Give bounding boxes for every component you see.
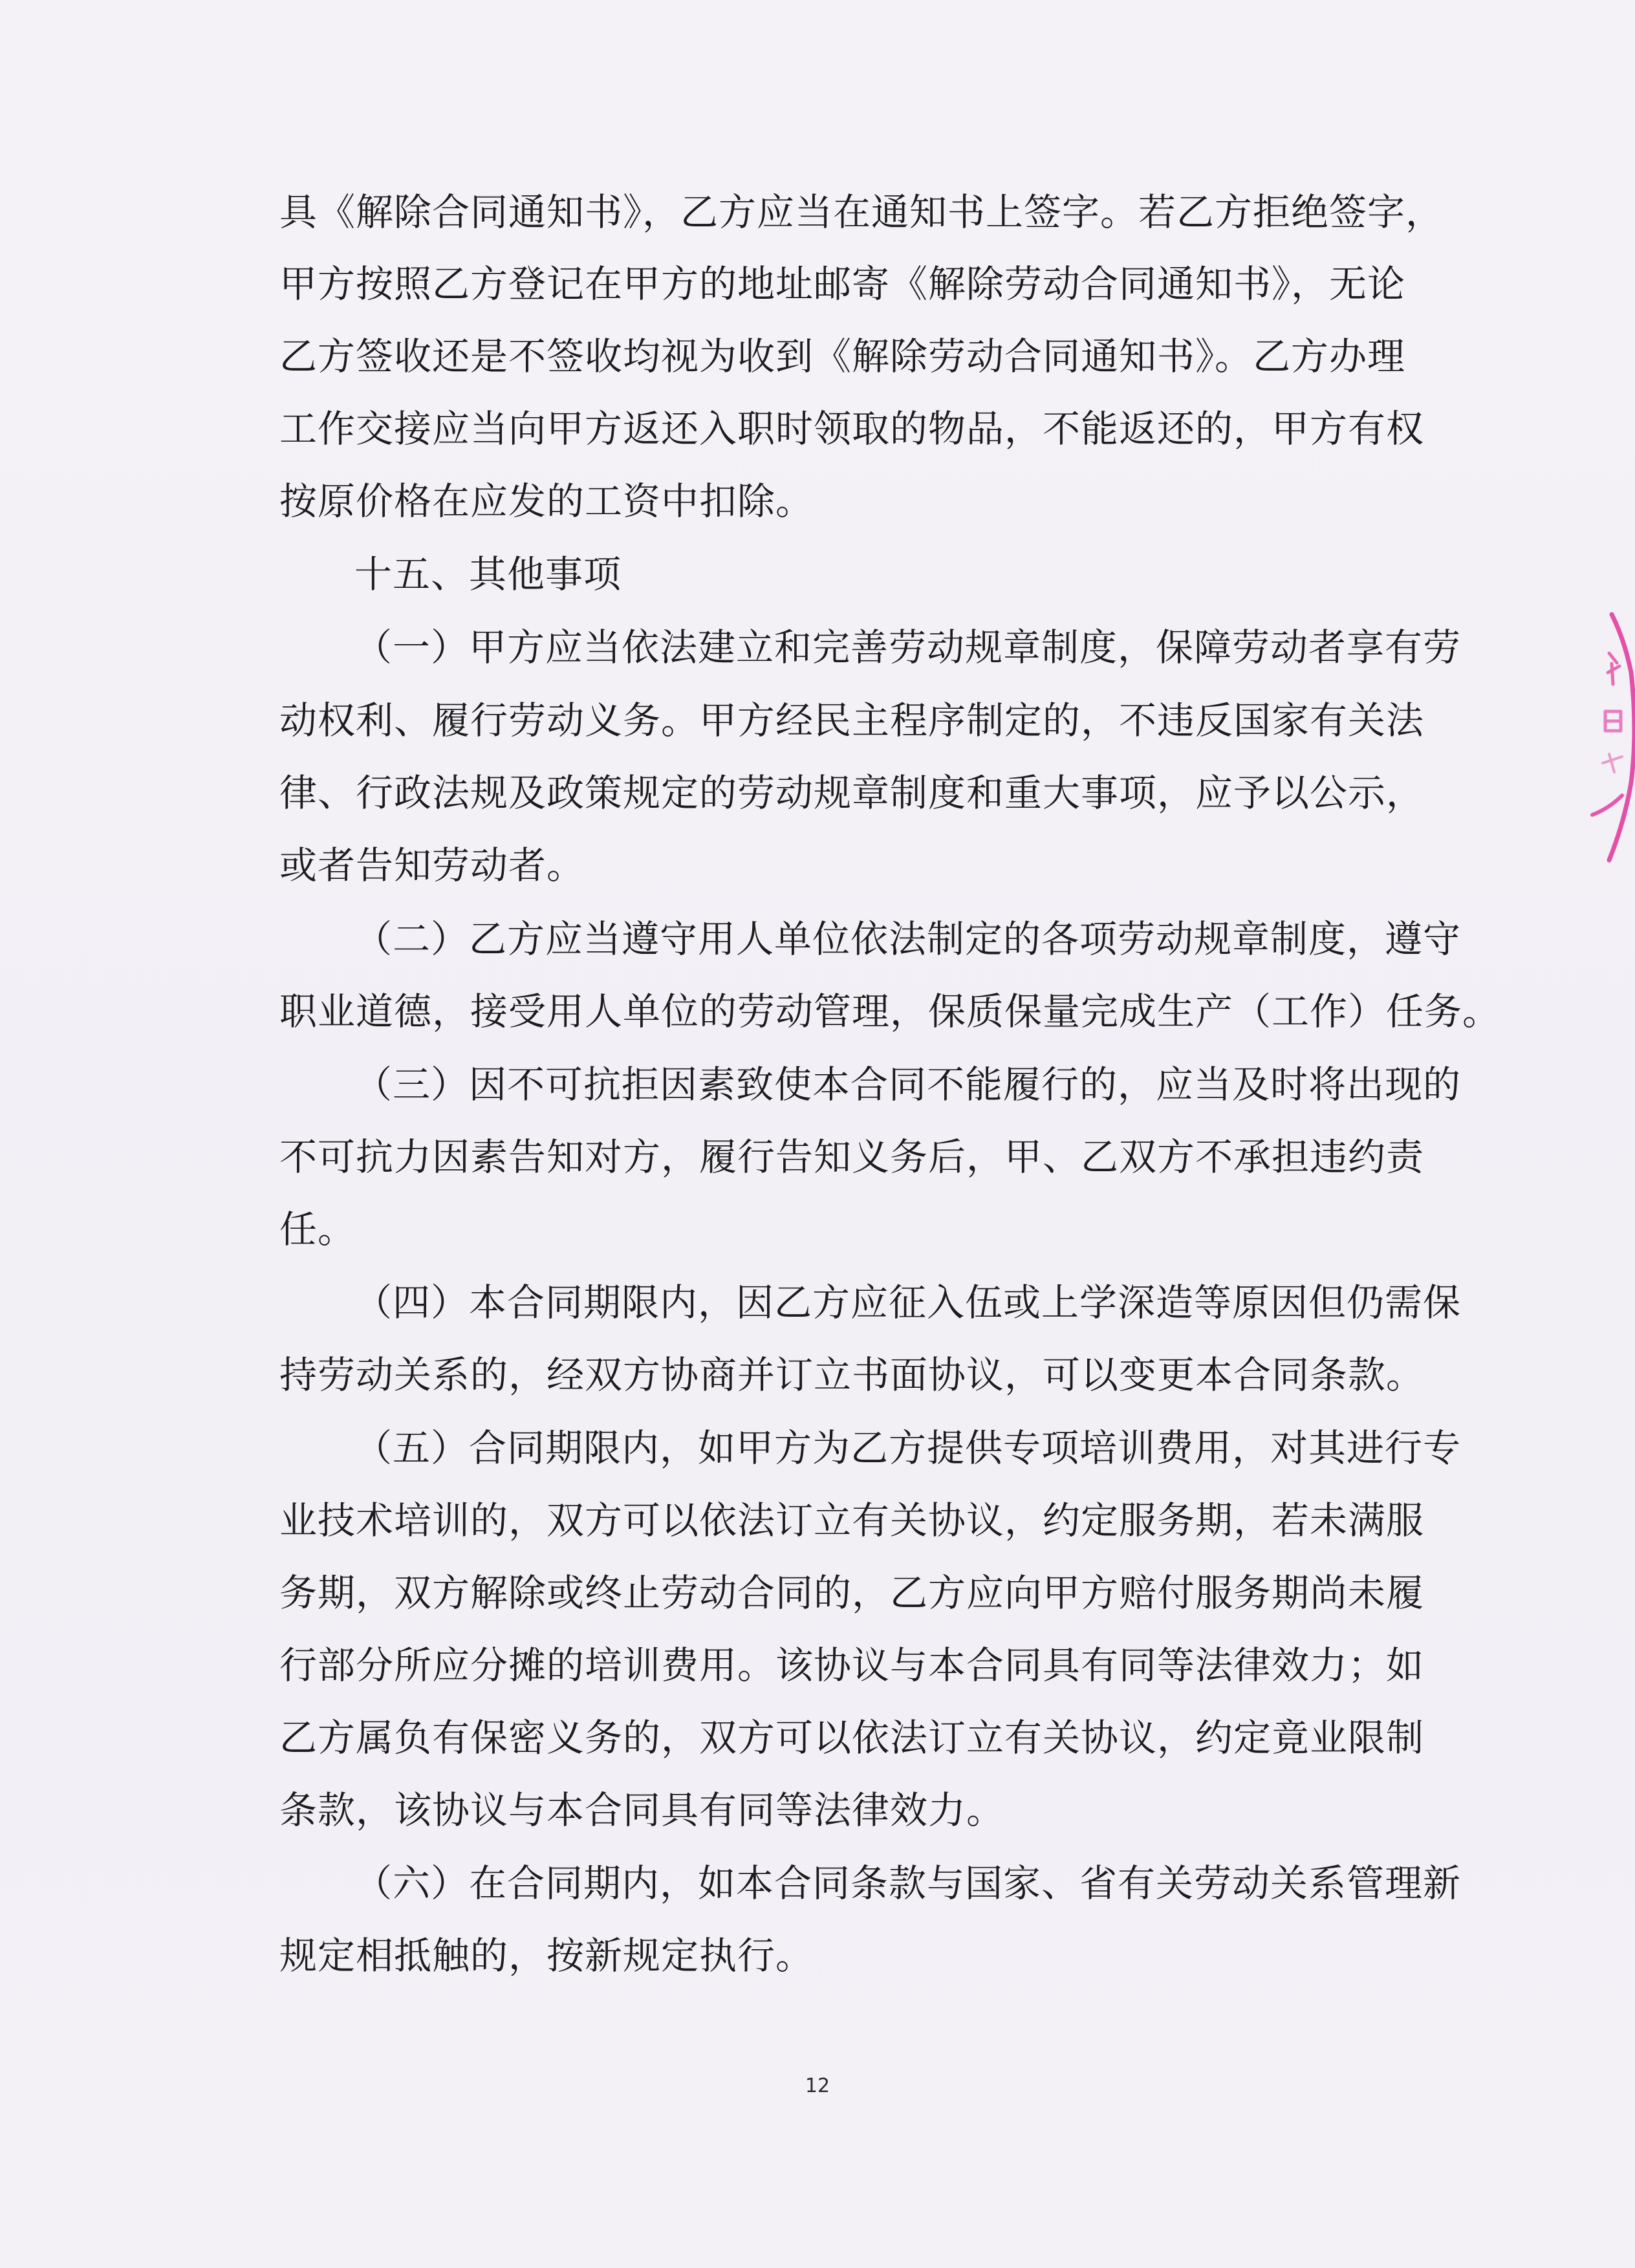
text-line: 具《解除合同通知书》，乙方应当在通知书上签字。若乙方拒绝签字，	[279, 190, 1444, 234]
text-line: （三）因不可抗拒因素致使本合同不能履行的，应当及时将出现的	[354, 1063, 1462, 1107]
section-heading: 十五、其他事项	[354, 552, 622, 596]
text-line: 务期，双方解除或终止劳动合同的，乙方应向甲方赔付服务期尚未履	[279, 1571, 1425, 1615]
text-line: 职业道德，接受用人单位的劳动管理，保质保量完成生产（工作）任务。	[279, 989, 1501, 1033]
text-line: （五）合同期限内，如甲方为乙方提供专项培训费用，对其进行专	[354, 1426, 1462, 1470]
text-line: 乙方属负有保密义务的，双方可以依法订立有关协议，约定竟业限制	[279, 1716, 1425, 1760]
text-line: 甲方按照乙方登记在甲方的地址邮寄《解除劳动合同通知书》，无论	[279, 262, 1406, 306]
text-line: 律、行政法规及政策规定的劳动规章制度和重大事项，应予以公示，	[279, 771, 1425, 815]
text-line: 不可抗力因素告知对方，履行告知义务后，甲、乙双方不承担违约责	[279, 1135, 1425, 1179]
text-line: （二）乙方应当遵守用人单位依法制定的各项劳动规章制度，遵守	[354, 917, 1462, 961]
text-line: 工作交接应当向甲方返还入职时领取的物品，不能返还的，甲方有权	[279, 407, 1425, 451]
text-line: （一）甲方应当依法建立和完善劳动规章制度，保障劳动者享有劳	[354, 625, 1462, 669]
text-line: 或者告知劳动者。	[279, 843, 585, 887]
text-line: 规定相抵触的，按新规定执行。	[279, 1934, 814, 1978]
text-line: 条款，该协议与本合同具有同等法律效力。	[279, 1788, 1005, 1832]
text-line: 动权利、履行劳动义务。甲方经民主程序制定的，不违反国家有关法	[279, 698, 1425, 742]
page-number: 12	[805, 2075, 830, 2097]
text-line: 任。	[279, 1207, 356, 1251]
seal-stamp-fragment	[1583, 601, 1635, 873]
text-line: 持劳动关系的，经双方协商并订立书面协议，可以变更本合同条款。	[279, 1353, 1425, 1397]
text-line: 乙方签收还是不签收均视为收到《解除劳动合同通知书》。乙方办理	[279, 334, 1406, 378]
text-line: 按原价格在应发的工资中扣除。	[279, 479, 814, 523]
text-line: 业技术培训的，双方可以依法订立有关协议，约定服务期，若未满服	[279, 1498, 1425, 1542]
text-line: （六）在合同期内，如本合同条款与国家、省有关劳动关系管理新	[354, 1861, 1462, 1905]
text-line: （四）本合同期限内，因乙方应征入伍或上学深造等原因但仍需保	[354, 1280, 1462, 1324]
text-line: 行部分所应分摊的培训费用。该协议与本合同具有同等法律效力；如	[279, 1643, 1425, 1687]
